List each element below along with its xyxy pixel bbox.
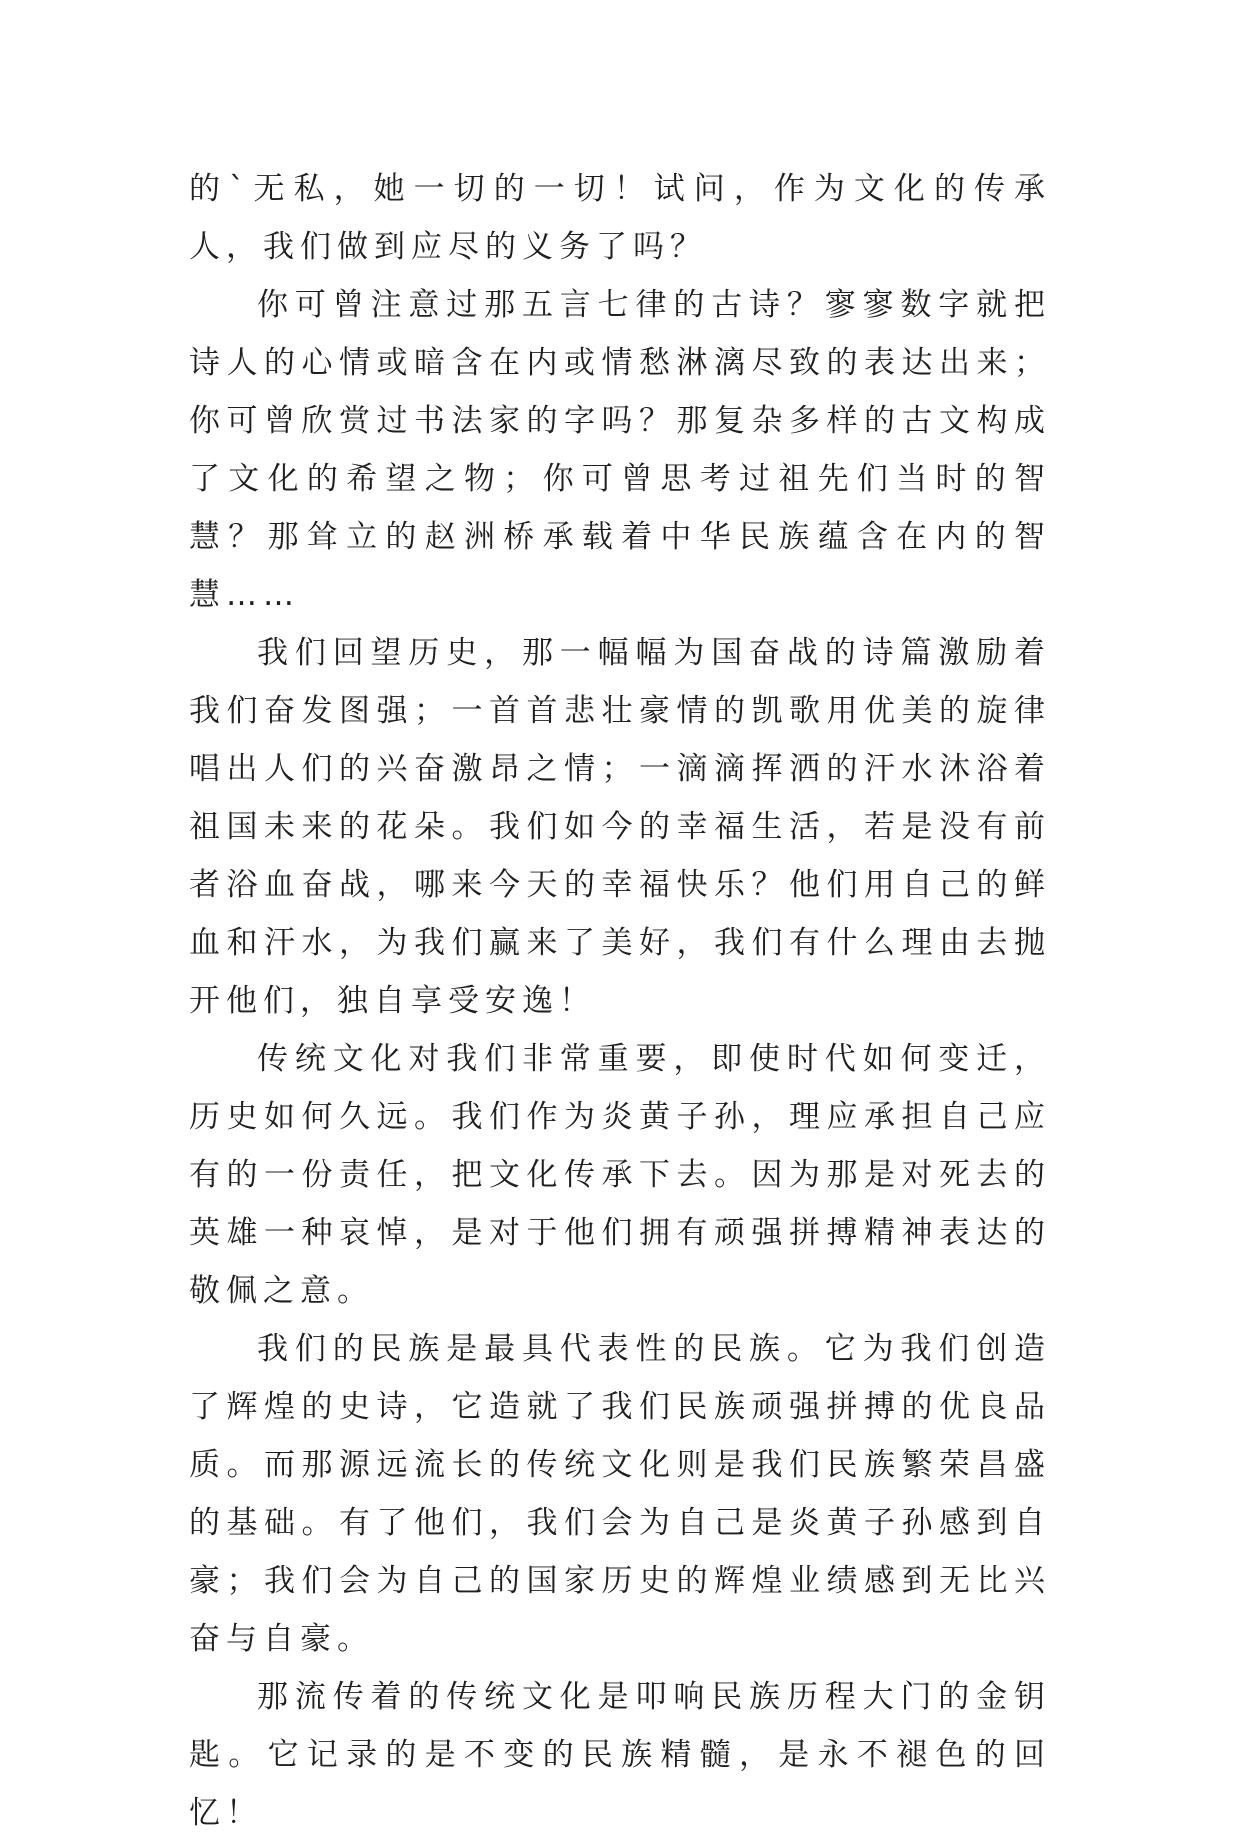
paragraph-4: 传统文化对我们非常重要，即使时代如何变迁，历史如何久远。我们作为炎黄子孙，理应承担自己应有的一份责任，把文化传承下去。因为那是对死去的英雄一种哀悼，是对于他们拥有顽强拼搏精神表达的敬佩之意。 [189, 1041, 1051, 1309]
document-body [189, 160, 1051, 1842]
paragraph-3: 我们回望历史，那一幅幅为国奋战的诗篇激励着我们奋发图强；一首首悲壮豪情的凯歌用优美的旋律唱出人们的兴奋激昂之情；一滴滴挥洒的汗水沐浴着祖国未来的花朵。我们如今的幸福生活，若是没有前者浴血奋战，哪来今天的幸福快乐？他们用自己的鲜血和汗水，为我们赢来了美好，我们有什么理由去抛开他们，独自享受安逸！ [189, 635, 1051, 1019]
paragraph-1: 的`无私，她一切的一切！试问，作为文化的传承人，我们做到应尽的义务了吗？ [189, 171, 1051, 265]
paragraph-5: 我们的民族是最具代表性的民族。它为我们创造了辉煌的史诗，它造就了我们民族顽强拼搏的优良品质。而那源远流长的传统文化则是我们民族繁荣昌盛的基础。有了他们，我们会为自己是炎黄子孙感到自豪；我们会为自己的国家历史的辉煌业绩感到无比兴奋与自豪。 [189, 1331, 1051, 1657]
paragraph-6: 那流传着的传统文化是叩响民族历程大门的金钥匙。它记录的是不变的民族精髓，是永不褪色的回忆！ [189, 1679, 1051, 1831]
paragraph-2: 你可曾注意过那五言七律的古诗？寥寥数字就把诗人的心情或暗含在内或情愁淋漓尽致的表达出来；你可曾欣赏过书法家的字吗？那复杂多样的古文构成了文化的希望之物；你可曾思考过祖先们当时的智慧？那耸立的赵洲桥承载着中华民族蕴含在内的智慧…… [189, 287, 1051, 613]
